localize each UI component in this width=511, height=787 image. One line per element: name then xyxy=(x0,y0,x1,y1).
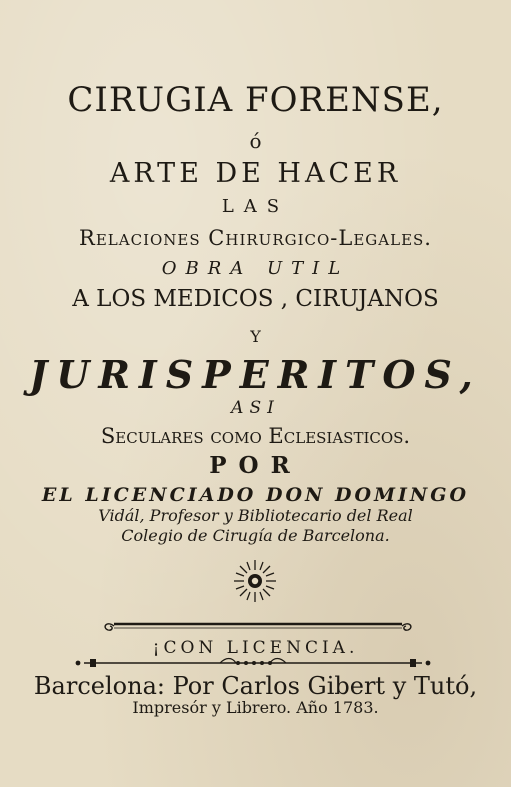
audience-line-2: JURISPERITOS, xyxy=(29,352,482,397)
seculares-line: Seculares como Eclesiasticos. xyxy=(100,424,411,448)
author-description-2: Colegio de Cirugía de Barcelona. xyxy=(121,526,390,545)
author-name: EL LICENCIADO DON DOMINGO xyxy=(41,484,470,506)
author-description-1: Vidál, Profesor y Bibliotecario del Real xyxy=(98,506,413,525)
book-title: CIRUGIA FORENSE, xyxy=(67,80,444,120)
license-notice: ¡CON LICENCIA. xyxy=(152,638,359,658)
obra-util: OBRA UTIL xyxy=(161,258,350,279)
printer-line: Impresór y Librero. Año 1783. xyxy=(132,698,379,717)
audience-conjunction: Y xyxy=(250,327,261,346)
por: POR xyxy=(209,452,302,479)
imprint-line: Barcelona: Por Carlos Gibert y Tutó, xyxy=(33,672,478,700)
decorative-rule-top xyxy=(100,618,416,634)
decorative-rule-bottom xyxy=(70,656,436,670)
audience-line-1: A LOS MEDICOS , CIRUJANOS xyxy=(72,286,439,312)
subtitle-line-2: LAS xyxy=(221,196,290,217)
conjunction: ó xyxy=(249,129,262,153)
sun-ornament-icon xyxy=(232,558,278,604)
asi: ASI xyxy=(231,398,280,418)
subtitle-line-1: ARTE DE HACER xyxy=(109,158,402,189)
subtitle-line-3: Relaciones Chirurgico-Legales. xyxy=(79,226,432,250)
